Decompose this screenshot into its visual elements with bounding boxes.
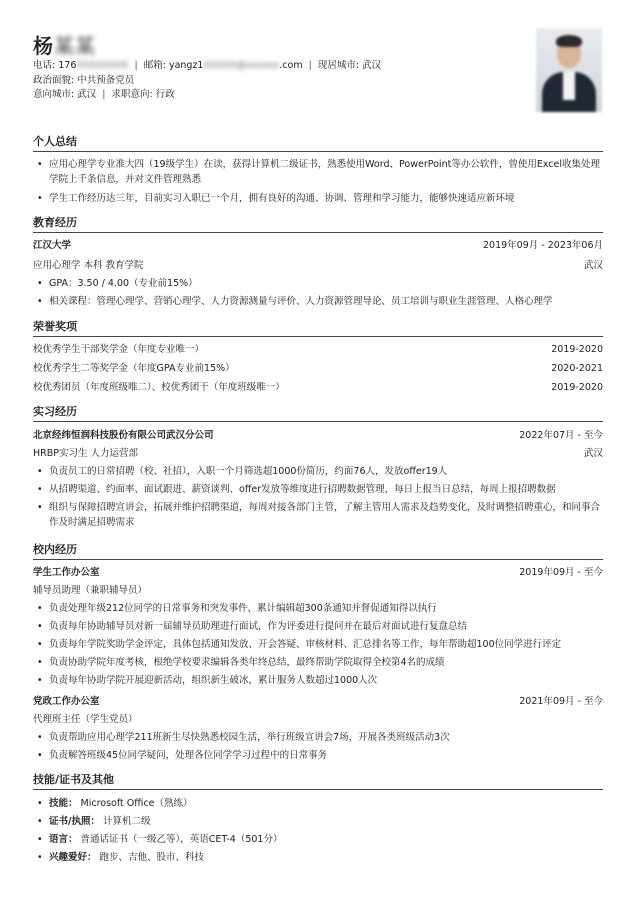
honor-name: 校优秀学生干部奖学金（年度专业唯一） bbox=[33, 344, 205, 355]
honor-name: 校优秀学生二等奖学金（年度GPA专业前15%） bbox=[33, 363, 235, 374]
political-status: 中共预备党员 bbox=[77, 74, 135, 86]
campus-org1-role: 辅导员助理（兼职辅导员） bbox=[33, 585, 148, 596]
section-title-summary: 个人总结 bbox=[33, 133, 603, 152]
section-title-honors: 荣誉奖项 bbox=[33, 318, 603, 337]
internship-header bbox=[33, 428, 603, 443]
honor-name: 校优秀团员（年度班级唯二）、校优秀团干（年度班级唯一） bbox=[33, 382, 285, 393]
phone-number: 176 bbox=[58, 60, 77, 71]
org-name: 党政工作办公室 bbox=[33, 696, 100, 707]
major: 应用心理学 本科 教育学院 bbox=[33, 260, 144, 271]
campus-item: • 负责每年学院奖助学金评定，具体包括通知发放、开会答疑、审核材料、汇总排名等工作，每年帮助超100位同学进行评定 bbox=[33, 637, 603, 652]
education-location: 武汉 bbox=[583, 260, 603, 271]
honor-year: 2019-2020 bbox=[551, 382, 603, 393]
skill-row: • 证书/执照： 计算机二级 bbox=[33, 814, 603, 829]
section-title-internship: 实习经历 bbox=[33, 403, 603, 422]
intent-city: 武汉 bbox=[77, 89, 97, 100]
campus-org2-role: 代理班主任（学生党员） bbox=[33, 714, 138, 725]
honor-year: 2020-2021 bbox=[551, 363, 603, 374]
education-item: • 相关课程：管理心理学、营销心理学、人力资源测量与评价、人力资源管理导论、员工培训与职业生涯管理、人格心理学 bbox=[33, 294, 603, 309]
email-redacted: XXXXX@xxxxxx bbox=[203, 60, 280, 71]
skill-row: • 技能： Microsoft Office（熟练） bbox=[33, 796, 603, 811]
profile-photo bbox=[536, 28, 602, 112]
internship-item: • 从招聘渠道、约面率、面试跟进、薪资谈判、offer发放等维度进行招聘数据管理，每日上报当日总结，每周上报招聘数据 bbox=[33, 482, 603, 497]
honor-row bbox=[33, 342, 603, 357]
contact-line-2: 政治面貌: 中共预备党员 bbox=[33, 74, 135, 86]
education-header bbox=[33, 238, 603, 253]
phone-redacted: XXXXXXXX bbox=[76, 60, 129, 71]
campus-item: • 负责处理年级212位同学的日常事务和突发事件，累计编辑超300条通知并督促通知得以执行 bbox=[33, 601, 603, 616]
name-redacted: 某某 bbox=[54, 34, 96, 58]
internship-item: • 组织与保障招聘宣讲会，拓展并维护招聘渠道，每周对接各部门主管，了解主管用人需求及趋势变化，及时调整招聘重心，和同事合作及时满足招聘需求 bbox=[33, 500, 603, 530]
internship-role: HRBP实习生 人力运营部 bbox=[33, 448, 139, 459]
campus-org1-header bbox=[33, 565, 603, 580]
internship-location: 武汉 bbox=[583, 448, 603, 459]
current-city: 武汉 bbox=[362, 60, 382, 71]
campus-item: • 负责协助学院年度考核，根绝学校要求编辑各类年终总结，最终帮助学院取得全校第4名的成绩 bbox=[33, 655, 603, 670]
campus-item: • 负责解答班级45位同学疑问，处理各位同学学习过程中的日常事务 bbox=[33, 748, 603, 763]
skill-row: • 兴趣爱好： 跑步、吉他、股市、科技 bbox=[33, 850, 603, 865]
internship-role-row bbox=[33, 446, 603, 461]
campus-item: • 负责帮助应用心理学211班新生尽快熟悉校园生活，举行班级宣讲会7场，开展各类班级活动3次 bbox=[33, 730, 603, 745]
education-period: 2019年09月 - 2023年06月 bbox=[483, 240, 603, 251]
candidate-name: 杨某某 bbox=[33, 34, 96, 58]
honor-year: 2019-2020 bbox=[551, 344, 603, 355]
contact-line-3: 意向城市: 武汉 | 求职意向: 行政 bbox=[33, 89, 175, 100]
section-title-education: 教育经历 bbox=[33, 214, 603, 233]
honor-row bbox=[33, 361, 603, 376]
campus-item: • 负责每年协助学院开展迎新活动，组织新生破冰，累计服务人数超过1000人次 bbox=[33, 673, 603, 688]
intent-job: 行政 bbox=[155, 89, 175, 100]
education-item: • GPA：3.50 / 4.00（专业前15%） bbox=[33, 276, 603, 291]
campus-org2-header bbox=[33, 694, 603, 709]
school-name: 江汉大学 bbox=[33, 240, 72, 251]
company-name: 北京经纬恒润科技股份有限公司武汉分公司 bbox=[33, 430, 214, 441]
skill-row: • 语言： 普通话证书（一级乙等），英语CET-4（501分） bbox=[33, 832, 603, 847]
contact-block bbox=[33, 59, 381, 103]
summary-item: • 应用心理学专业准大四（19级学生）在读，获得计算机二级证书，熟悉使用Word、PowerPoint等办公软件，曾使用Excel收集处理学院上千条信息，并对文件管理熟悉 bbox=[33, 157, 603, 187]
email-address: yangz1 bbox=[168, 60, 204, 71]
summary-item: • 学生工作经历达三年，目前实习入职已一个月，拥有良好的沟通、协调、管理和学习能力，能够快速适应新环境 bbox=[33, 191, 603, 206]
contact-line-1: 电话: 176XXXXXXXX | 邮箱: yangz1XXXXX@xxxxxx.com | 现居城市: 武汉 bbox=[33, 60, 382, 71]
org-period: 2021年09月 - 至今 bbox=[519, 696, 603, 707]
campus-item: • 负责每年协助辅导员对新一届辅导员助理进行面试，作为评委进行提问并在最后对面试进行复盘总结 bbox=[33, 619, 603, 634]
section-title-campus: 校内经历 bbox=[33, 541, 603, 560]
education-detail bbox=[33, 258, 603, 273]
honor-row bbox=[33, 380, 603, 395]
internship-period: 2022年07月 - 至今 bbox=[519, 430, 603, 441]
org-name: 学生工作办公室 bbox=[33, 567, 100, 578]
section-title-skills: 技能/证书及其他 bbox=[33, 771, 603, 790]
org-period: 2019年09月 - 至今 bbox=[519, 567, 603, 578]
internship-item: • 负责员工的日常招聘（校、社招），入职一个月筛选超1000份简历，约面76人，发放offer19人 bbox=[33, 464, 603, 479]
